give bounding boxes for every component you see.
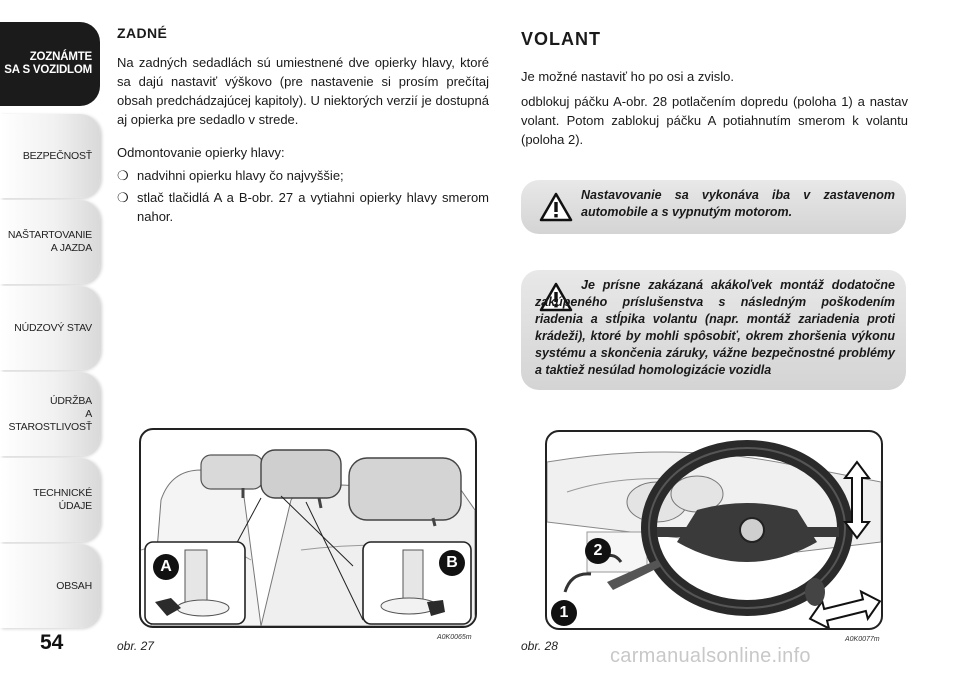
- list-item-text: nadvihni opierku hlavy čo najvyššie;: [137, 168, 344, 183]
- figure-code: A0K0065m: [437, 634, 472, 641]
- paragraph: Na zadných sedadlách sú umiestnené dve opierky hlavy, ktoré sa dajú nastaviť výškovo (pre nastavenie si prosím prečítaj obsah predchádzajúcej kapitoly). U niektorých verzií je dostupná aj opierka pre sedadlo v strede.: [117, 55, 489, 127]
- headrest-illustration: [141, 430, 475, 626]
- tab-obsah[interactable]: [0, 544, 100, 628]
- list-item: [117, 166, 489, 185]
- warning-text: Je prísne zakázaná akákoľvek montáž dodatočne zakúpeného príslušenstva s následným poškodením riadenia a stĺpika volantu (napr. montáž zariadenia proti krádeži), ktoré by mohli spôsobiť, okrem zhoršenia výkonu systému a skončenia záruky, vážne bezpečnostné problémy a taktiež nesúlad homologizácie vozidla: [535, 278, 895, 377]
- warning-box: [521, 270, 906, 390]
- figure-code: A0K0077m: [845, 636, 880, 643]
- label-a-badge: [153, 554, 179, 580]
- label-b-badge: [439, 550, 465, 576]
- list-item-text: stlač tlačidlá A a B-obr. 27 a vytiahni opierky hlavy smerom nahor.: [137, 190, 489, 224]
- position-2-badge: [585, 538, 611, 564]
- tab-udrzba-a-starostlivost[interactable]: [0, 372, 100, 456]
- tab-label: NÚDZOVÝ STAV: [14, 321, 92, 334]
- warning-box: [521, 180, 906, 234]
- warning-text: Nastavovanie sa vykonáva iba v zastavenom automobile a s vypnutým motorom.: [581, 188, 895, 219]
- section-heading-volant: VOLANT: [521, 29, 601, 49]
- tab-label: OBSAH: [56, 579, 92, 592]
- position-1-badge: [551, 600, 577, 626]
- tab-bezpecnost[interactable]: [0, 114, 100, 198]
- tab-label: TECHNICKÉ ÚDAJE: [33, 487, 92, 512]
- figure-caption: obr. 27: [117, 639, 154, 653]
- paragraph: Odmontovanie opierky hlavy:: [117, 145, 285, 160]
- paragraph: Je možné nastaviť ho po osi a zvislo.: [521, 69, 734, 84]
- position-2-text: 2: [593, 542, 603, 559]
- position-1-text: 1: [559, 604, 569, 621]
- list-item: [117, 188, 489, 226]
- tab-label: ÚDRŽBA A STAROSTLIVOSŤ: [8, 394, 92, 433]
- page-number: 54: [40, 631, 64, 654]
- tab-label: NAŠTARTOVANIE A JAZDA: [7, 229, 92, 254]
- paragraph: odblokuj páčku A-obr. 28 potlačením dopredu (poloha 1) a nastav volant. Potom zablokuj páčku A potiahnutím smerom k volantu (poloha 2).: [521, 94, 908, 147]
- right-column: [521, 30, 908, 163]
- steering-wheel-illustration: [547, 432, 881, 628]
- label-a-text: A: [160, 558, 172, 575]
- bullet-circle-icon: ❍: [117, 190, 129, 205]
- tab-nudzovy-stav[interactable]: [0, 286, 100, 370]
- tab-label: BEZPEČNOSŤ: [22, 149, 92, 162]
- tab-label: ZOZNÁMTE SA S VOZIDLOM: [4, 51, 92, 76]
- left-column: [117, 24, 489, 229]
- figure-steering-wheel: [545, 430, 883, 630]
- tab-zoznamte-sa-s-vozidlom[interactable]: [0, 22, 100, 106]
- tab-nastartovanie-a-jazda[interactable]: [0, 200, 100, 284]
- label-b-text: B: [446, 554, 458, 571]
- warning-triangle-icon: [539, 192, 573, 222]
- watermark: carmanualsonline.info: [610, 645, 811, 667]
- figure-rear-headrests: [139, 428, 477, 628]
- bullet-circle-icon: ❍: [117, 168, 129, 183]
- tab-technicke-udaje[interactable]: [0, 458, 100, 542]
- section-heading-zadne: ZADNÉ: [117, 25, 168, 41]
- figure-caption: obr. 28: [521, 639, 558, 653]
